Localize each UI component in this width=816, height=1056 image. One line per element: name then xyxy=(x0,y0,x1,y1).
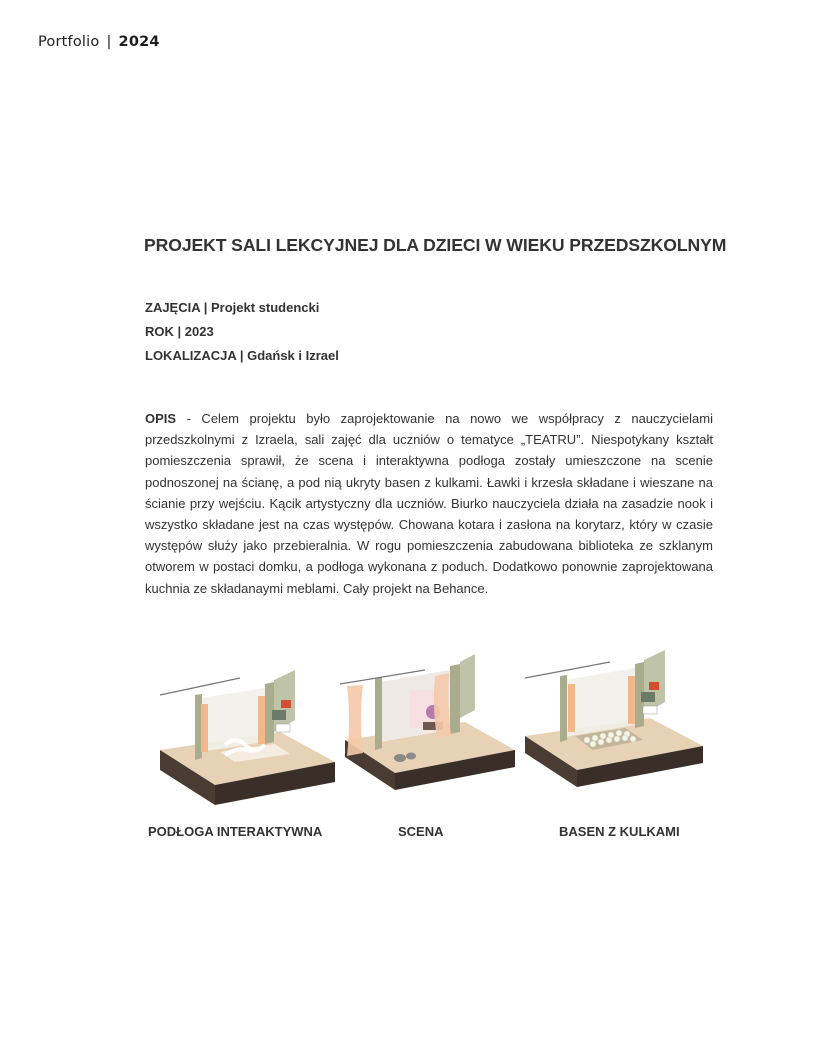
meta-location: LOKALIZACJA | Gdańsk i Izrael xyxy=(145,348,339,363)
model-illustrations xyxy=(140,640,720,820)
caption-interactive-floor: PODŁOGA INTERAKTYWNA xyxy=(148,824,323,839)
project-description xyxy=(145,408,713,599)
header-separator: | xyxy=(106,34,112,50)
portfolio-year: 2024 xyxy=(118,34,160,50)
description-text: - Celem projektu było zaprojektowanie na nowo we współpracy z nauczycielami przedszkolnymi z Izraela, sali zajęć dla uczniów o tematyce „TEATRU”. Niespotykany kształt pomieszczenia sprawił, że scena i interaktywna podłoga zostały umieszczone na scenie podnoszonej na ścianę, a pod nią ukryty basen z kulkami. Ławki i krzesła składane i wieszane na ścianie przy wejściu. Kącik artystyczny dla uczniów. Biurko nauczyciela działa na zasadzie nook i wszystko składane jest na czas występów. Chowana kotara i zasłona na korytarz, który w czasie występów służy jako przebieralnia. W rogu pomieszczenia zabudowana biblioteka ze szklanym otworem w postaci domku, a podłoga wykonana z poduch. Dodatkowo ponownie zaprojektowana kuchnia ze składanaymi meblami. Cały projekt na Behance. xyxy=(145,411,713,596)
ball-pit-model-image xyxy=(525,640,725,820)
project-title: PROJEKT SALI LEKCYJNEJ DLA DZIECI W WIEKU PRZEDSZKOLNYM xyxy=(144,235,727,255)
meta-year: ROK | 2023 xyxy=(145,324,214,339)
description-label: OPIS xyxy=(145,411,177,426)
caption-ball-pit: BASEN Z KULKAMI xyxy=(559,824,680,839)
portfolio-label: Portfolio xyxy=(38,34,100,50)
portfolio-header xyxy=(38,34,160,50)
caption-stage: SCENA xyxy=(398,824,444,839)
stage-model-image xyxy=(335,640,535,820)
interactive-floor-model-image xyxy=(140,640,340,820)
project-meta xyxy=(145,299,339,371)
meta-classes: ZAJĘCIA | Projekt studencki xyxy=(145,300,320,315)
